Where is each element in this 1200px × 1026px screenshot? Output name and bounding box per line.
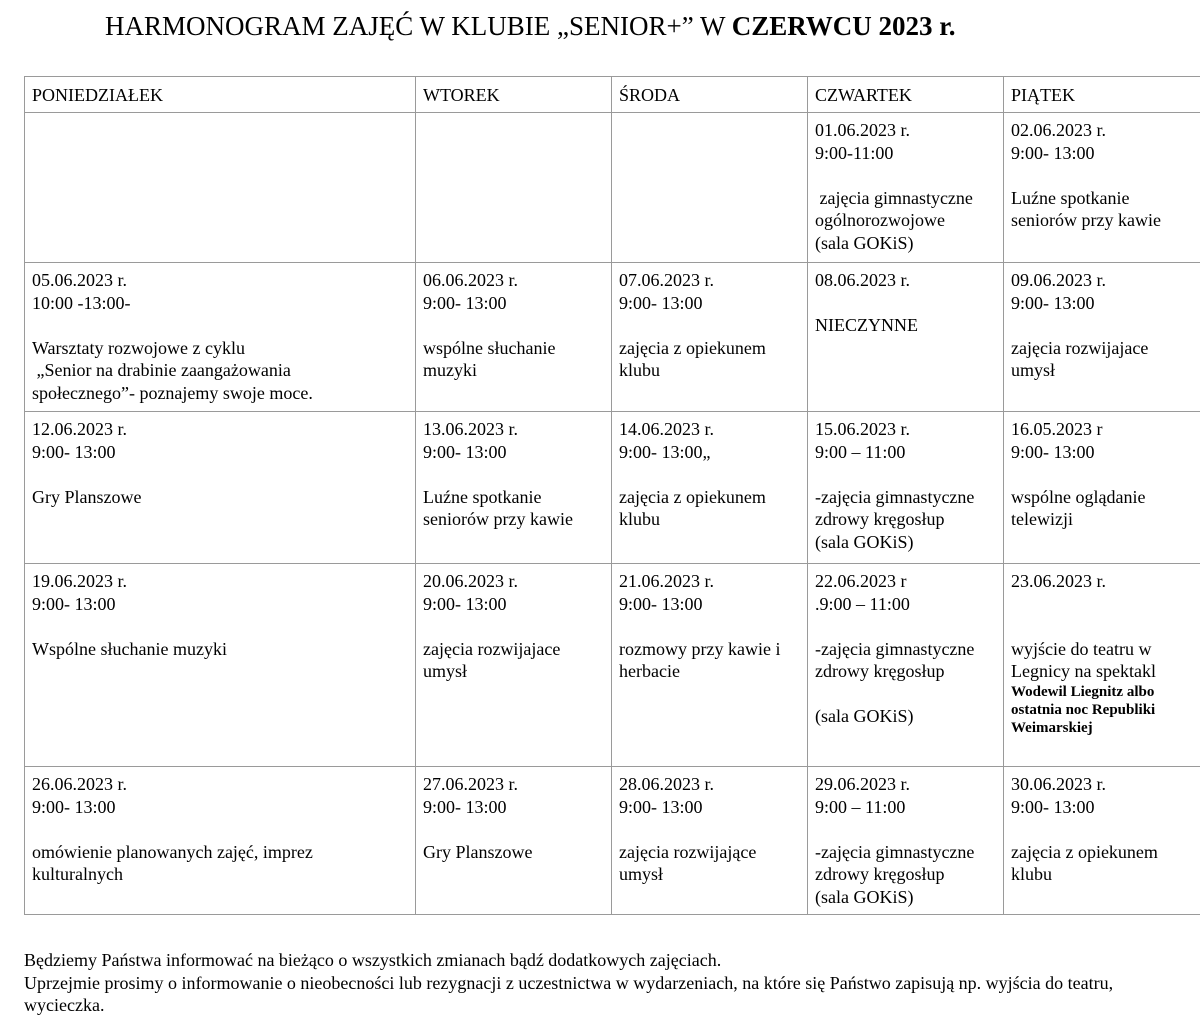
cell-activity: telewizji [1011,509,1073,529]
cell-date: 23.06.2023 r. [1011,571,1107,591]
cell-time: 9:00- 13:00 [1011,441,1095,462]
footer-note-changes: Będziemy Państwa informować na bieżąco o wszystkich zmianach bądź dodatkowych zajęciach. [24,950,722,970]
cell-date: 29.06.2023 r. [815,774,911,794]
cell-date: 02.06.2023 r. [1011,120,1107,140]
cell-date: 14.06.2023 r. [619,419,715,439]
cell-time: 9:00- 13:00 [423,593,507,614]
cell-time: .9:00 – 11:00 [815,593,910,614]
cell-time: 9:00- 13:00 [1011,796,1095,817]
cell-activity: -zajęcia gimnastyczne [815,841,975,862]
cell-activity: zajęcia rozwijajace [1011,337,1149,358]
cell-date: 15.06.2023 r. [815,419,911,439]
cell-activity: Warsztaty rozwojowe z cyklu [32,337,245,358]
cell-date: 07.06.2023 r. [619,270,715,290]
cell-date: 30.06.2023 r. [1011,774,1107,794]
title-text: HARMONOGRAM ZAJĘĆ W KLUBIE „SENIOR+” W [105,11,732,41]
cell-date: 20.06.2023 r. [423,571,519,591]
schedule-cell [25,263,416,412]
cell-date: 12.06.2023 r. [32,419,128,439]
cell-play-title: ostatnia noc Republiki [1011,701,1156,718]
page-title [105,8,956,44]
cell-activity: wspólne słuchanie [423,337,556,358]
schedule-cell [612,263,808,412]
week-row [25,263,1200,412]
cell-activity: (sala GOKiS) [815,706,914,726]
cell-activity: umysł [619,864,664,884]
cell-activity: Legnicy na spektakl [1011,661,1156,681]
header-row [25,77,1200,113]
cell-date: 22.06.2023 r [815,571,907,591]
schedule-cell [1004,412,1200,564]
cell-date: 26.06.2023 r. [32,774,128,794]
week-row [25,113,1200,263]
title-month: CZERWCU 2023 r. [731,11,956,41]
cell-activity: klubu [1011,864,1053,884]
cell-time: 9:00- 13:00 [1011,142,1095,163]
cell-date: 21.06.2023 r. [619,571,715,591]
cell-time: 9:00- 13:00 [619,796,703,817]
cell-time: 9:00- 13:00 [32,441,116,462]
cell-activity: muzyki [423,360,477,380]
cell-activity: (sala GOKiS) [815,232,914,253]
cell-time: 9:00 – 11:00 [815,441,906,462]
schedule-body [25,113,1200,915]
cell-activity: zdrowy kręgosłup [815,864,945,884]
header-thursday: CZWARTEK [808,77,1004,113]
cell-date: 09.06.2023 r. [1011,270,1107,290]
cell-activity: zdrowy kręgosłup [815,509,945,529]
cell-activity: Luźne spotkanie [423,486,542,507]
header-wednesday: ŚRODA [612,77,808,113]
cell-activity: wyjście do teatru w [1011,638,1152,659]
cell-activity: klubu [619,360,661,380]
cell-activity: zajęcia gimnastyczne [815,187,973,208]
cell-activity: „Senior na drabinie zaangażowania [32,360,291,380]
cell-time: 9:00- 13:00 [423,292,507,313]
schedule-cell [25,564,416,767]
cell-activity: zajęcia z opiekunem [619,486,766,507]
schedule-cell [612,113,808,263]
cell-time: 9:00- 13:00 [619,593,703,614]
cell-activity: Gry Planszowe [32,486,142,507]
week-row [25,767,1200,915]
cell-time: 9:00- 13:00 [423,796,507,817]
cell-activity: klubu [619,509,661,529]
cell-activity: seniorów przy kawie [1011,210,1161,230]
cell-date: 05.06.2023 r. [32,270,128,290]
cell-activity: zajęcia z opiekunem [1011,841,1158,862]
cell-activity: (sala GOKiS) [815,886,914,907]
schedule-cell [416,113,612,263]
footer-note-absence: Uprzejmie prosimy o informowanie o nieobecności lub rezygnacji z uczestnictwa w wydarzeniach, na które się Państwo zapisują np. wyjścia do teatru, wycieczka. [24,972,1114,1015]
schedule-cell [1004,113,1200,263]
cell-activity: NIECZYNNE [815,315,918,335]
cell-activity: -zajęcia gimnastyczne [815,486,975,507]
cell-date: 16.05.2023 r [1011,419,1103,439]
cell-time: 9:00 – 11:00 [815,796,906,817]
cell-time: 9:00- 13:00 [1011,292,1095,313]
schedule-cell [808,113,1004,263]
cell-time: 9:00- 13:00 [32,796,116,817]
cell-date: 08.06.2023 r. [815,270,911,290]
cell-date: 13.06.2023 r. [423,419,519,439]
cell-activity: Wspólne słuchanie muzyki [32,638,227,659]
header-tuesday: WTOREK [416,77,612,113]
cell-activity: zajęcia z opiekunem [619,337,766,358]
schedule-cell [25,113,416,263]
cell-time: 9:00-11:00 [815,142,894,163]
schedule-table [24,76,1200,915]
cell-activity: zdrowy kręgosłup [815,661,945,681]
cell-play-title: Wodewil Liegnitz albo [1011,683,1155,700]
cell-activity: Luźne spotkanie [1011,187,1130,208]
cell-activity: zajęcia rozwijajace [423,638,561,659]
cell-activity: wspólne oglądanie [1011,486,1146,507]
week-row [25,564,1200,767]
cell-activity: seniorów przy kawie [423,509,573,529]
cell-date: 27.06.2023 r. [423,774,519,794]
cell-date: 28.06.2023 r. [619,774,715,794]
cell-activity: ogólnorozwojowe [815,210,945,230]
schedule-cell [416,564,612,767]
cell-activity: -zajęcia gimnastyczne [815,638,975,659]
header-friday: PIĄTEK [1004,77,1200,113]
cell-activity: (sala GOKiS) [815,531,914,552]
cell-time: 9:00- 13:00 [423,441,507,462]
schedule-cell [808,412,1004,564]
schedule-cell [25,767,416,915]
schedule-cell [1004,767,1200,915]
cell-activity: zajęcia rozwijające [619,841,757,862]
schedule-cell [1004,263,1200,412]
cell-activity: omówienie planowanych zajęć, imprez [32,841,313,862]
schedule-cell [808,564,1004,767]
cell-date: 01.06.2023 r. [815,120,911,140]
cell-activity: kulturalnych [32,864,123,884]
cell-activity: rozmowy przy kawie i [619,638,781,659]
schedule-cell [808,767,1004,915]
schedule-cell [612,412,808,564]
cell-activity: herbacie [619,661,680,681]
week-row [25,412,1200,564]
cell-activity: umysł [1011,360,1056,380]
cell-time: 10:00 -13:00- [32,292,131,313]
cell-date: 19.06.2023 r. [32,571,128,591]
cell-activity: umysł [423,661,468,681]
schedule-cell [1004,564,1200,767]
header-monday: PONIEDZIAŁEK [25,77,416,113]
footer-notes [24,949,1184,1017]
cell-activity: Gry Planszowe [423,841,533,862]
schedule-cell [612,564,808,767]
cell-play-title: Weimarskiej [1011,719,1093,736]
cell-date: 06.06.2023 r. [423,270,519,290]
schedule-cell [25,412,416,564]
cell-activity: społecznego”- poznajemy swoje moce. [32,382,313,403]
schedule-cell [416,263,612,412]
schedule-cell [416,412,612,564]
cell-time: 9:00- 13:00 [619,292,703,313]
cell-time: 9:00- 13:00„ [619,441,711,462]
schedule-cell [416,767,612,915]
cell-time: 9:00- 13:00 [32,593,116,614]
schedule-cell [612,767,808,915]
schedule-cell [808,263,1004,412]
